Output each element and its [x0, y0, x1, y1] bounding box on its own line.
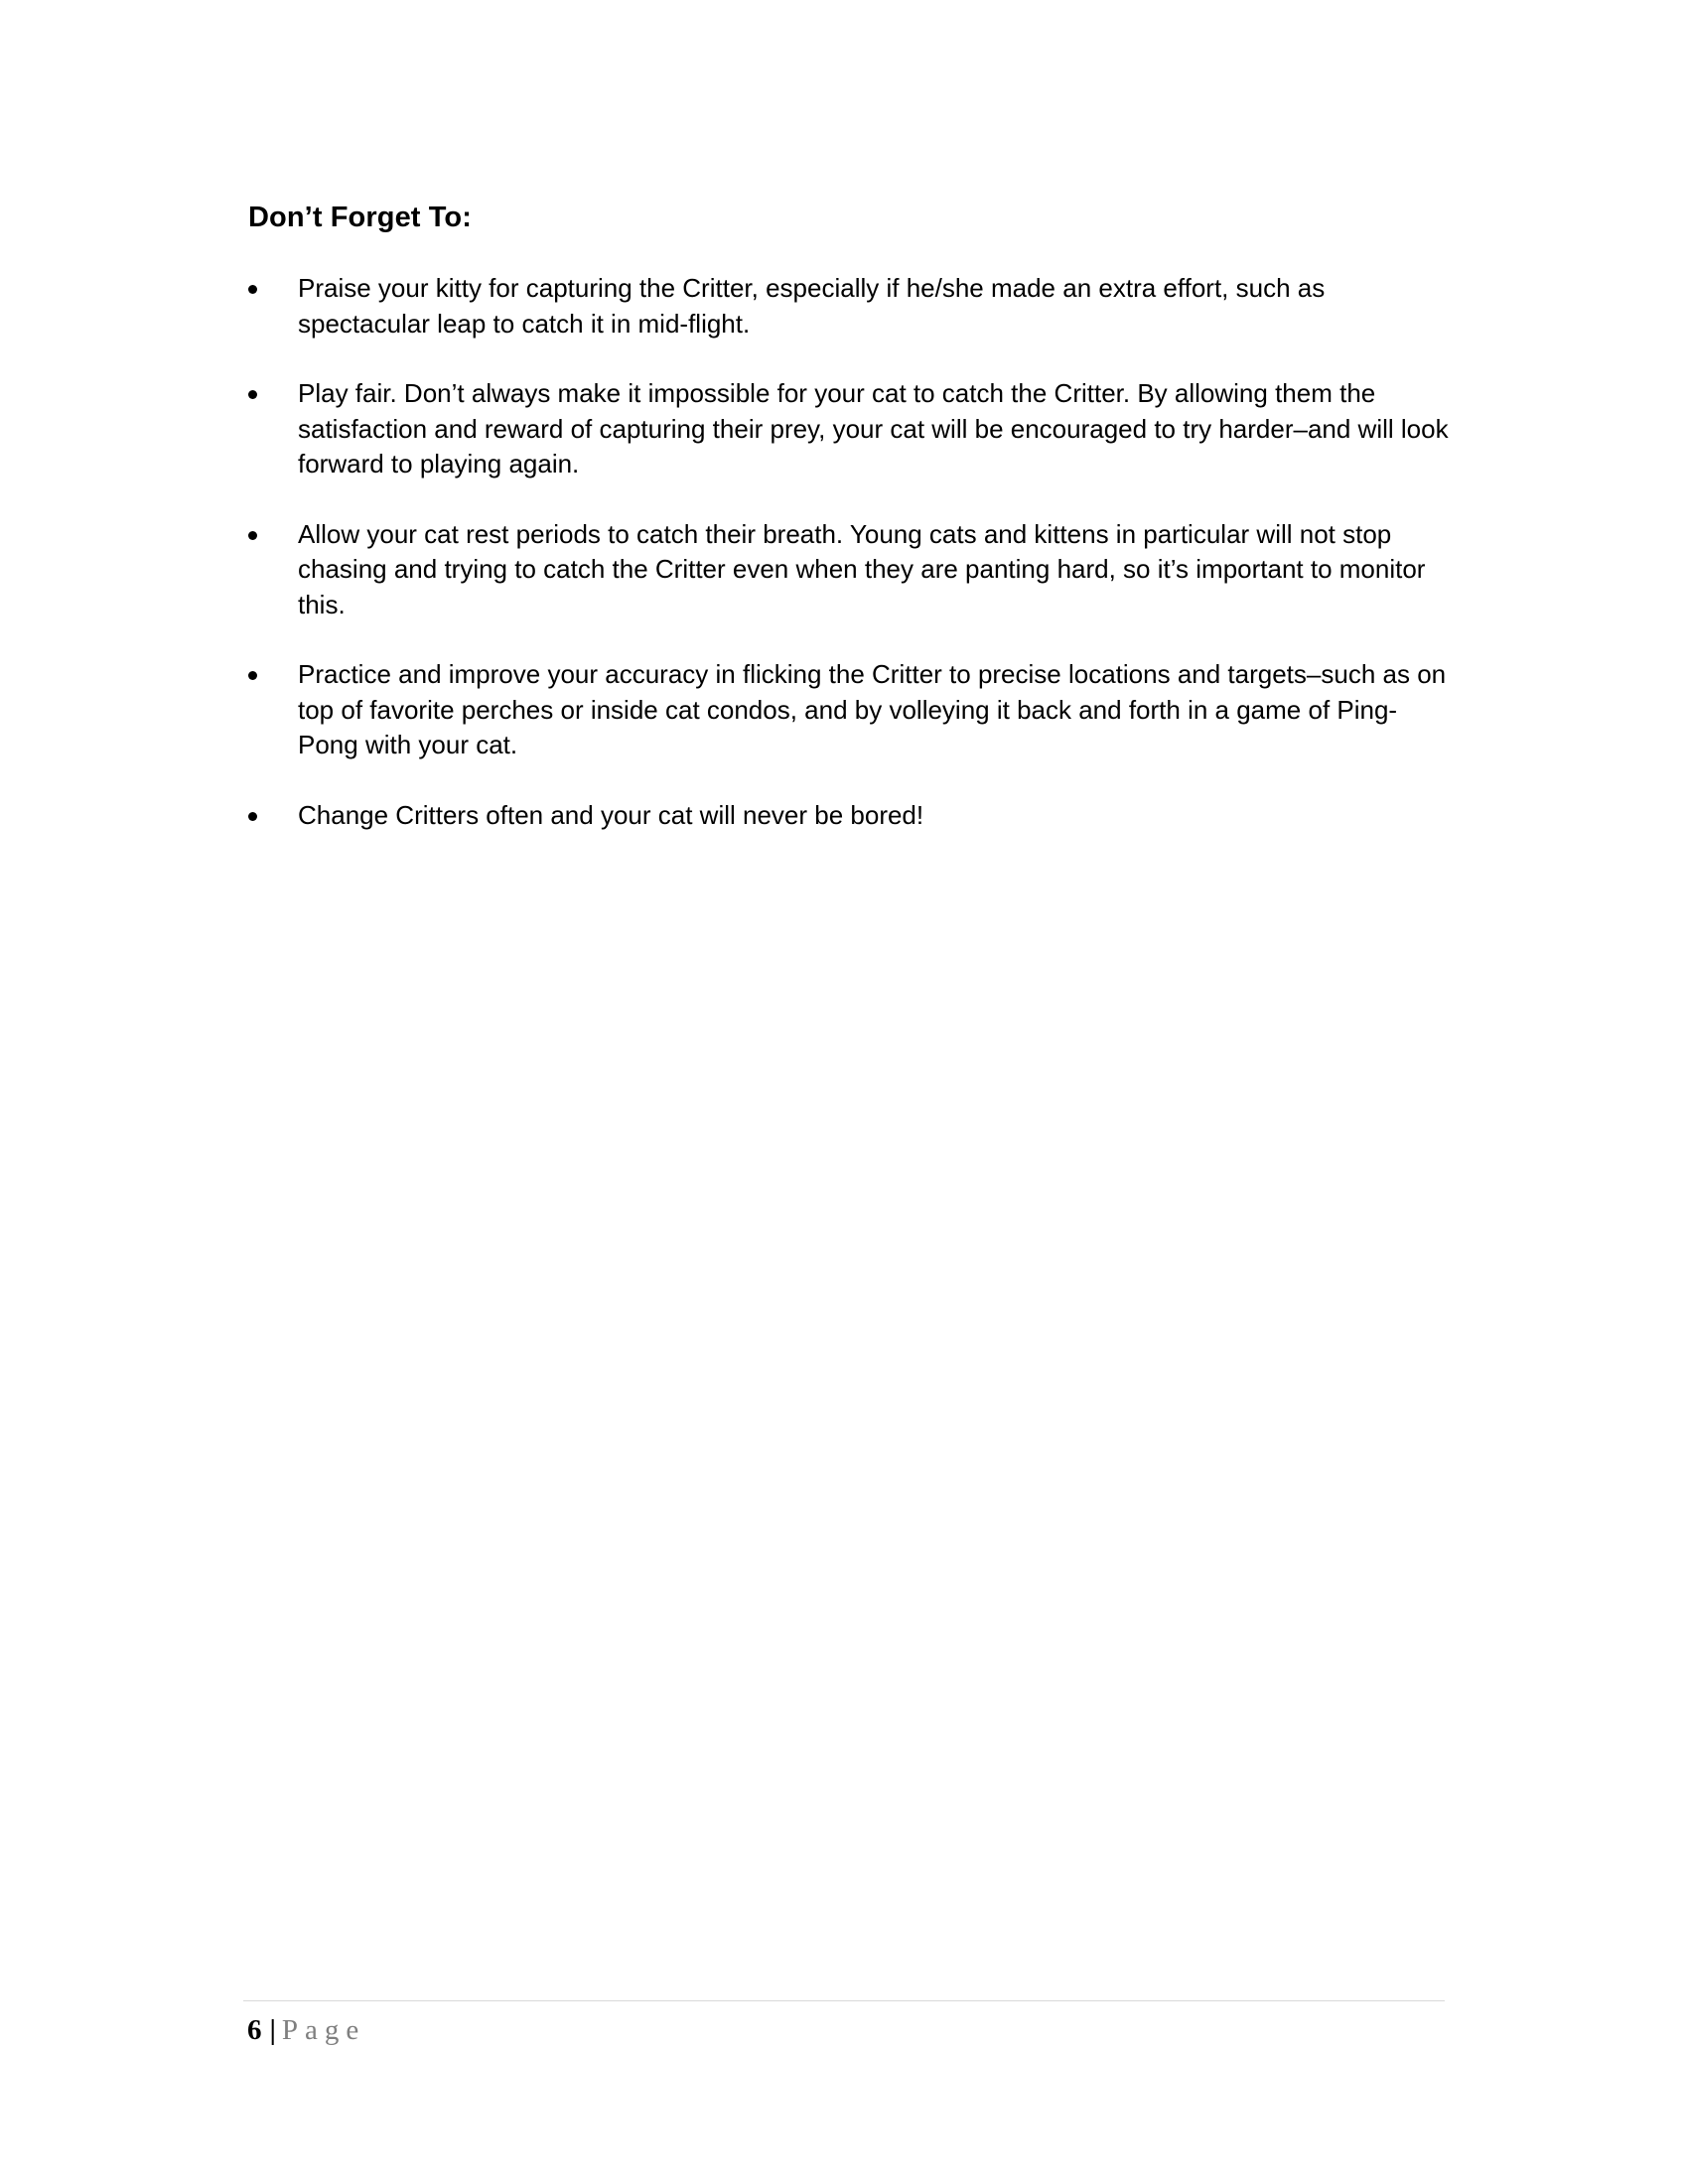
- list-item-text: Allow your cat rest periods to catch their breath. Young cats and kittens in particular will not stop chasing and trying to catch the Critter even when they are panting hard, so it’s important to monitor this.: [298, 518, 1426, 619]
- section-heading: Don’t Forget To:: [248, 202, 472, 233]
- bullet-icon: [248, 390, 257, 399]
- page-number: 6: [247, 2014, 262, 2046]
- bullet-icon: [248, 671, 257, 680]
- list-item: [248, 517, 1455, 623]
- list-item-text: Change Critters often and your cat will never be bored!: [298, 799, 924, 830]
- footer-divider: [243, 2000, 1445, 2001]
- list-item: [248, 376, 1455, 482]
- list-item: [248, 798, 1455, 834]
- page-label: Page: [281, 2014, 366, 2046]
- bullet-icon: [248, 285, 257, 294]
- footer-separator: |: [269, 2014, 276, 2046]
- bullet-icon: [248, 531, 257, 540]
- page-footer: [247, 2010, 365, 2050]
- bullet-icon: [248, 812, 257, 821]
- list-item-text: Practice and improve your accuracy in flicking the Critter to precise locations and targets–such as on top of favorite perches or inside cat condos, and by volleying it back and forth in a game of Ping-Pong with your cat.: [298, 659, 1447, 759]
- list-item: [248, 657, 1455, 763]
- tips-list: [248, 271, 1455, 868]
- list-item: [248, 271, 1455, 341]
- list-item-text: Play fair. Don’t always make it impossible for your cat to catch the Critter. By allowing them the satisfaction and reward of capturing their prey, your cat will be encouraged to try harder–and will look forward to playing again.: [298, 378, 1449, 478]
- list-item-text: Praise your kitty for capturing the Critter, especially if he/she made an extra effort, such as spectacular leap to catch it in mid-flight.: [298, 273, 1326, 339]
